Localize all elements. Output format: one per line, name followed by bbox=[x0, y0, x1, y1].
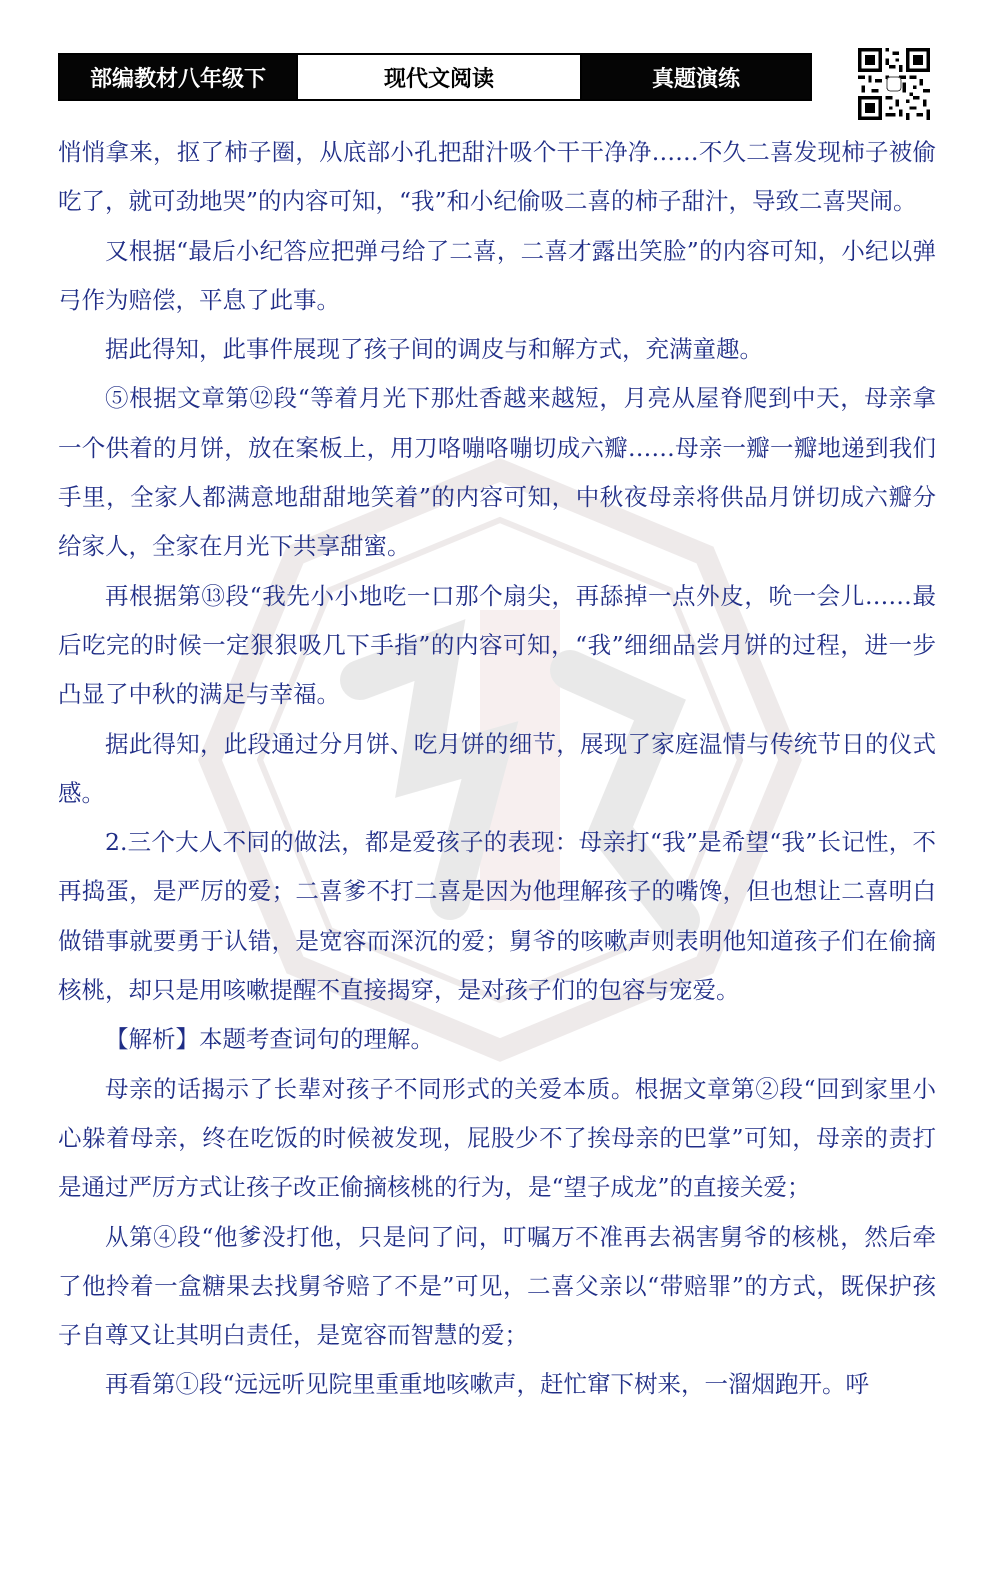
answer-content bbox=[58, 128, 936, 1410]
paragraph: 据此得知，此事件展现了孩子间的调皮与和解方式，充满童趣。 bbox=[105, 335, 763, 364]
paragraph: 再根据第⑬段“我先小小地吃一口那个扇尖，再舔掉一点外皮，吮一会儿……最后吃完的时候一定狠狠吸几下手指”的内容可知，“我”细细品尝月饼的过程，进一步凸显了中秋的满足与幸福。 bbox=[58, 581, 936, 709]
paragraph: 2.三个大人不同的做法，都是爱孩子的表现：母亲打“我”是希望“我”长记性，不再捣蛋，是严厉的爱；二喜爹不打二喜是因为他理解孩子的嘴馋，但也想让二喜明白做错事就要勇于认错，是宽容而深沉的爱；舅爷的咳嗽声则表明他知道孩子们在偷摘核桃，却只是用咳嗽提醒不直接揭穿，是对孩子们的包容与宠爱。 bbox=[58, 828, 936, 1005]
paragraph: 从第④段“他爹没打他，只是问了问，叮嘱万不准再去祸害舅爷的核桃，然后牵了他拎着一盒糖果去找舅爷赔了不是”可见，二喜父亲以“带赔罪”的方式，既保护孩子自尊又让其明白责任，是宽容而智慧的爱； bbox=[58, 1222, 936, 1350]
header-bar bbox=[58, 53, 812, 101]
qr-code-icon[interactable] bbox=[858, 48, 930, 120]
header-practice-label: 真题演练 bbox=[582, 55, 810, 99]
paragraph: 母亲的话揭示了长辈对孩子不同形式的关爱本质。根据文章第②段“回到家里小心躲着母亲，终在吃饭的时候被发现，屁股少不了挨母亲的巴掌”可知，母亲的责打是通过严厉方式让孩子改正偷摘核桃的行为，是“望子成龙”的直接关爱； bbox=[58, 1074, 936, 1202]
paragraph: 又根据“最后小纪答应把弹弓给了二喜，二喜才露出笑脸”的内容可知，小纪以弹弓作为赔偿，平息了此事。 bbox=[58, 236, 936, 314]
paragraph: ⑤根据文章第⑫段“等着月光下那灶香越来越短，月亮从屋脊爬到中天，母亲拿一个供着的月饼，放在案板上，用刀咯嘣咯嘣切成六瓣……母亲一瓣一瓣地递到我们手里，全家人都满意地甜甜地笑着”的内容可知，中秋夜母亲将供品月饼切成六瓣分给家人，全家在月光下共享甜蜜。 bbox=[58, 384, 936, 561]
paragraph: 据此得知，此段通过分月饼、吃月饼的细节，展现了家庭温情与传统节日的仪式感。 bbox=[58, 729, 936, 807]
paragraph: 再看第①段“远远听见院里重重地咳嗽声，赶忙窜下树来，一溜烟跑开。呼 bbox=[105, 1370, 870, 1399]
header-section-label: 现代文阅读 bbox=[296, 55, 582, 99]
paragraph: 悄悄拿来，抠了柿子圈，从底部小孔把甜汁吸个干干净净……不久二喜发现柿子被偷吃了，就可劲地哭”的内容可知，“我”和小纪偷吸二喜的柿子甜汁，导致二喜哭闹。 bbox=[58, 138, 936, 216]
analysis-heading: 【解析】本题考查词句的理解。 bbox=[105, 1025, 434, 1054]
header-textbook-label: 部编教材八年级下 bbox=[60, 55, 296, 99]
